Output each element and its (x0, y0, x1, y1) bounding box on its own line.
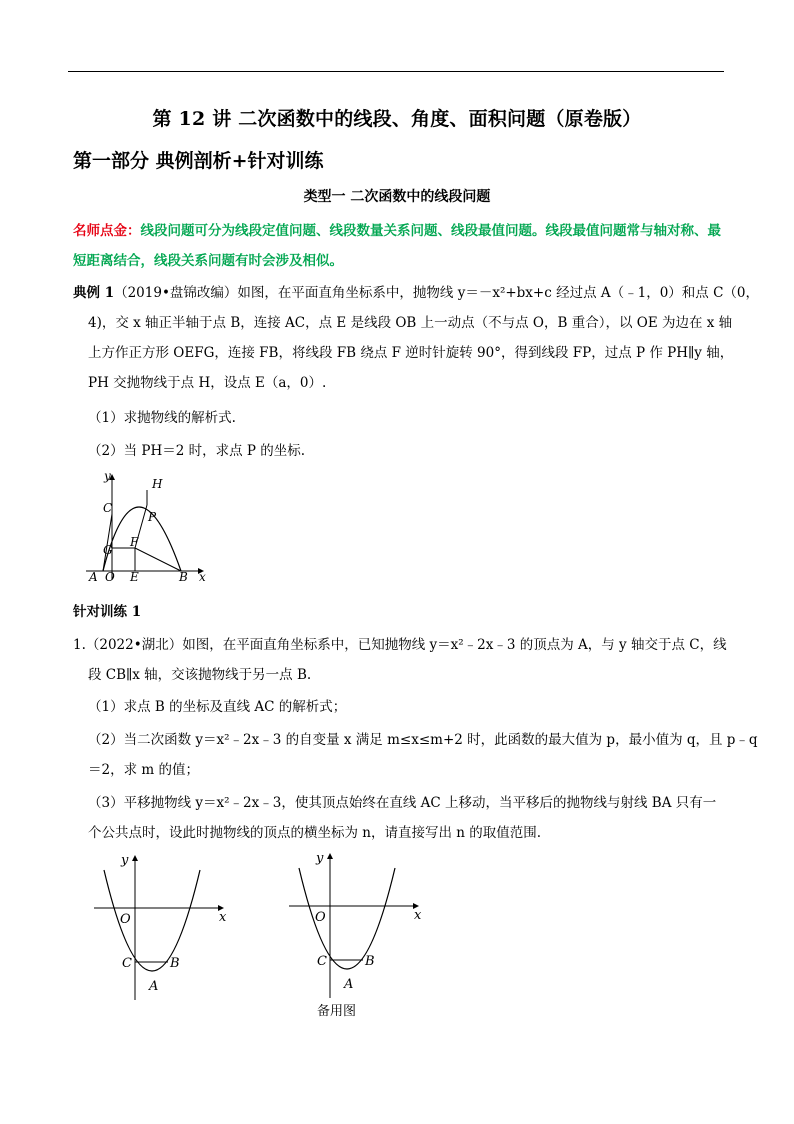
training-question-2-line-2: ＝2，求 m 的值； (88, 762, 199, 778)
fig2-label-x: x (219, 910, 227, 925)
fig1-label-A: A (89, 570, 98, 584)
example1-question-1: （1）求抛物线的解析式. (88, 410, 236, 426)
fig2-label-y: y (121, 853, 129, 868)
part-heading: 第一部分 典例剖析+针对训练 (73, 150, 324, 172)
spare-figure (285, 848, 430, 1000)
fig3-label-O: O (315, 910, 326, 925)
fig1-label-O: O (105, 570, 115, 584)
fig1-label-C: C (103, 501, 113, 515)
training-question-3-line-2: 个公共点时，设此时抛物线的顶点的横坐标为 n，请直接写出 n 的取值范围. (88, 825, 542, 841)
fig1-label-P: P (148, 510, 157, 524)
example1-line-4: PH 交抛物线于点 H，设点 E（a，0）. (88, 375, 327, 391)
teacher-tip (73, 216, 733, 276)
header-rule (68, 71, 724, 72)
fig1-label-G: G (103, 543, 113, 557)
fig1-label-x: x (199, 570, 206, 584)
training-line-1: 1.（2022•湖北）如图，在平面直角坐标系中，已知抛物线 y＝x²﹣2x﹣3 的顶点为 A，与 y 轴交于点 C，线 (73, 637, 727, 653)
fig2-label-B: B (170, 956, 180, 971)
fig2-label-C: C (122, 956, 132, 971)
training-question-2-line-1: （2）当二次函数 y＝x²﹣2x﹣3 的自变量 x 满足 m≤x≤m+2 时，此函数的最大值为 p，最小值为 q，且 p﹣q (88, 732, 758, 748)
training-question-3-line-1: （3）平移抛物线 y＝x²﹣2x﹣3，使其顶点始终在直线 AC 上移动，当平移后的抛物线与射线 BA 只有一 (88, 795, 717, 811)
page-title: 第 12 讲 二次函数中的线段、角度、面积问题（原卷版） (152, 108, 642, 130)
fig2-label-A: A (149, 979, 159, 994)
fig3-label-C: C (317, 954, 327, 969)
fig1-label-H: H (152, 477, 163, 491)
fig1-label-E: E (130, 570, 139, 584)
type-heading: 类型一 二次函数中的线段问题 (303, 189, 491, 205)
fig1-label-B: B (179, 570, 188, 584)
example1-figure (86, 468, 216, 586)
fig2-label-O: O (120, 912, 131, 927)
spare-figure-caption: 备用图 (317, 1004, 357, 1019)
tip-text: 线段问题可分为线段定值问题、线段数量关系问题、线段最值问题。线段最值问题常与轴对称、最短距离结合，线段关系问题有时会涉及相似。 (73, 223, 721, 269)
fig3-label-y: y (316, 851, 324, 866)
fig3-label-A: A (344, 977, 354, 992)
fig1-label-y: y (104, 469, 111, 483)
training-heading: 针对训练 1 (73, 604, 142, 620)
fig3-label-B: B (365, 954, 375, 969)
example1-line-2: 4)，交 x 轴正半轴于点 B，连接 AC，点 E 是线段 OB 上一动点（不与点 O，B 重合），以 OE 为边在 x 轴 (88, 315, 733, 331)
training-line-2: 段 CB∥x 轴，交该抛物线于另一点 B. (88, 667, 312, 683)
tip-label: 名师点金： (73, 223, 141, 239)
fig1-label-F: F (130, 535, 139, 549)
example1-line-1: 典例 1（2019•盘锦改编）如图，在平面直角坐标系中，抛物线 y＝－x²+bx+c 经过点 A（﹣1，0）和点 C（0， (73, 285, 760, 301)
example1-question-2: （2）当 PH＝2 时，求点 P 的坐标. (88, 443, 306, 459)
example1-line-3: 上方作正方形 OEFG，连接 FB，将线段 FB 绕点 F 逆时针旋转 90°，得到线段 FP，过点 P 作 PH∥y 轴， (88, 345, 734, 361)
training-figure (90, 850, 235, 1002)
fig3-label-x: x (414, 908, 422, 923)
training-question-1: （1）求点 B 的坐标及直线 AC 的解析式； (88, 699, 347, 715)
example1-label: 典例 1 (73, 285, 115, 301)
